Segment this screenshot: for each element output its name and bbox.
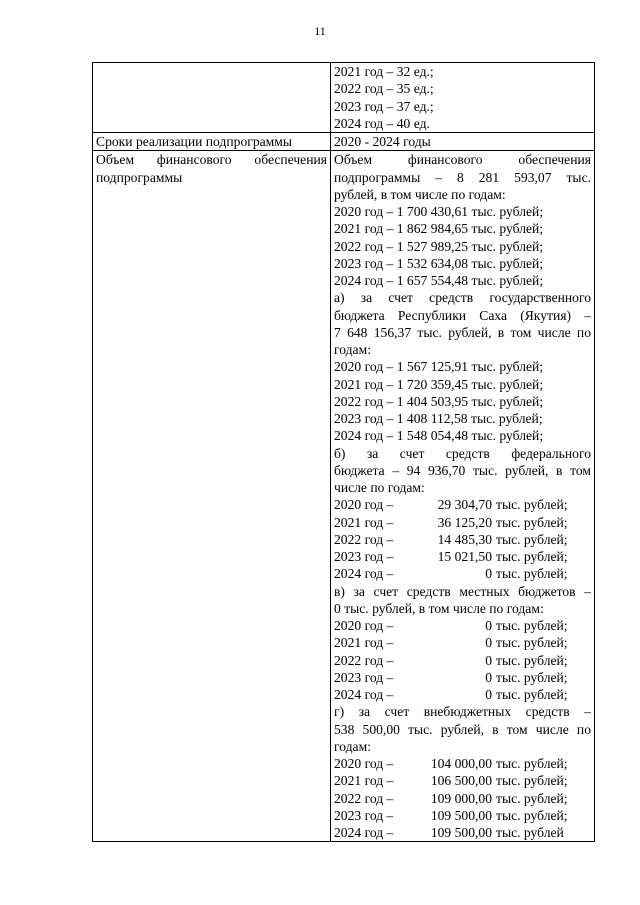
- year-label: 2021 год –: [334, 635, 394, 651]
- section-g-year-row: [334, 772, 591, 789]
- year-unit: тыс. рублей;: [496, 790, 568, 806]
- total-line: подпрограммы – 8 281 593,07 тыс.: [334, 169, 591, 185]
- total-year-line: 2024 год – 1 657 554,48 тыс. рублей;: [334, 273, 544, 288]
- year-unit: тыс. рублей;: [496, 773, 568, 789]
- section-a-line: бюджета Республики Саха (Якутия) –: [334, 307, 591, 323]
- year-amount: 14 485,30: [437, 531, 492, 547]
- section-a-year-line: 2022 год – 1 404 503,95 тыс. рублей;: [334, 393, 544, 409]
- year-label: 2024 год –: [334, 687, 394, 702]
- total-year-line: 2023 год – 1 532 634,08 тыс. рублей;: [334, 255, 544, 271]
- section-v-year-row: [334, 634, 591, 651]
- year-label: 2023 год –: [334, 669, 394, 685]
- section-a-year-line: 2024 год – 1 548 054,48 тыс. рублей;: [334, 428, 544, 444]
- year-amount: 0: [485, 669, 492, 685]
- section-g-year-row: [334, 755, 591, 772]
- section-b-year-row: [334, 531, 591, 548]
- section-a-year-line: 2023 год – 1 408 112,58 тыс. рублей;: [334, 411, 543, 426]
- year-amount: 109 000,00: [430, 790, 492, 806]
- section-v-year-row: [334, 617, 591, 634]
- year-unit: тыс. рублей;: [496, 635, 568, 651]
- row2-label: Сроки реализации подпрограммы: [93, 133, 331, 151]
- row2-value: 2020 - 2024 годы: [331, 133, 595, 151]
- total-line: Объем финансового обеспечения: [334, 152, 591, 168]
- year-label: 2021 год –: [334, 514, 394, 530]
- year-unit: тыс. рублей;: [496, 756, 568, 771]
- year-amount: 0: [485, 618, 492, 633]
- year-unit: тыс. рублей: [496, 825, 564, 840]
- row1-label-cell: [93, 63, 331, 133]
- section-b-year-row: [334, 496, 591, 513]
- section-g-year-row: [334, 790, 591, 807]
- section-g-line: г) за счет внебюджетных средств –: [334, 704, 591, 720]
- year-amount: 0: [485, 652, 492, 668]
- total-year-line: 2022 год – 1 527 989,25 тыс. рублей;: [334, 238, 544, 254]
- section-b-year-row: [334, 514, 591, 531]
- year-unit: тыс. рублей;: [496, 807, 568, 823]
- section-v-year-row: [334, 669, 591, 686]
- row3-label: [93, 151, 331, 842]
- section-a-line: а) за счет средств государственного: [334, 290, 591, 306]
- year-amount: 0: [485, 566, 492, 582]
- year-amount: 0: [485, 687, 492, 702]
- year-label: 2021 год –: [334, 773, 394, 789]
- year-label: 2024 год –: [334, 825, 394, 840]
- section-v-year-row: [334, 686, 591, 703]
- year-unit: тыс. рублей;: [496, 687, 568, 702]
- section-g-line: 538 500,00 тыс. рублей, в том числе по: [334, 721, 591, 737]
- section-a-line: 7 648 156,37 тыс. рублей, в том числе по: [334, 324, 591, 340]
- year-amount: 15 021,50: [437, 549, 492, 564]
- year-label: 2022 год –: [334, 790, 394, 806]
- year-amount: 106 500,00: [430, 773, 492, 789]
- year-label: 2020 год –: [334, 497, 394, 513]
- section-v-line: 0 тыс. рублей, в том числе по годам:: [334, 600, 544, 616]
- total-year-line: 2020 год – 1 700 430,61 тыс. рублей;: [334, 204, 544, 219]
- row1-line: 2021 год – 32 ед.;: [334, 64, 434, 79]
- year-label: 2022 год –: [334, 652, 394, 668]
- row1-line: 2022 год – 35 ед.;: [334, 81, 434, 97]
- year-unit: тыс. рублей;: [496, 531, 568, 547]
- section-g-year-row: [334, 824, 591, 841]
- year-unit: тыс. рублей;: [496, 669, 568, 685]
- year-amount: 109 500,00: [430, 807, 492, 823]
- year-amount: 104 000,00: [430, 756, 492, 771]
- year-amount: 109 500,00: [430, 825, 492, 840]
- year-unit: тыс. рублей;: [496, 652, 568, 668]
- section-b-line: б) за счет средств федерального: [334, 445, 591, 461]
- section-a-year-line: 2020 год – 1 567 125,91 тыс. рублей;: [334, 359, 544, 375]
- row1-line: 2023 год – 37 ед.;: [334, 98, 434, 114]
- year-unit: тыс. рублей;: [496, 549, 568, 564]
- table-row: [93, 133, 595, 151]
- year-label: 2022 год –: [334, 531, 394, 547]
- row3-value-cell: [331, 151, 595, 842]
- year-unit: тыс. рублей;: [496, 497, 568, 513]
- year-amount: 0: [485, 635, 492, 651]
- section-v-line: в) за счет средств местных бюджетов –: [334, 583, 591, 599]
- section-g-line: годам:: [334, 738, 371, 754]
- section-b-year-row: [334, 565, 591, 582]
- subprogram-passport-table: [92, 62, 595, 842]
- section-a-line: годам:: [334, 342, 371, 357]
- section-b-line: числе по годам:: [334, 480, 425, 495]
- total-line: рублей, в том числе по годам:: [334, 186, 506, 202]
- section-v-year-row: [334, 652, 591, 669]
- year-unit: тыс. рублей;: [496, 618, 568, 633]
- table-row: [93, 63, 595, 133]
- year-label: 2023 год –: [334, 807, 394, 823]
- year-unit: тыс. рублей;: [496, 566, 568, 582]
- year-amount: 29 304,70: [437, 497, 492, 513]
- year-amount: 36 125,20: [437, 514, 492, 530]
- row3-label-text: Объем финансового обеспечения подпрограммы: [96, 152, 327, 185]
- year-label: 2024 год –: [334, 566, 394, 582]
- section-g-year-row: [334, 807, 591, 824]
- page-number: 11: [314, 24, 326, 38]
- section-b-line: бюджета – 94 936,70 тыс. рублей, в том: [334, 462, 591, 478]
- year-label: 2020 год –: [334, 756, 394, 771]
- total-year-line: 2021 год – 1 862 984,65 тыс. рублей;: [334, 221, 544, 237]
- row1-value-cell: [331, 63, 595, 133]
- section-a-year-line: 2021 год – 1 720 359,45 тыс. рублей;: [334, 376, 544, 392]
- table-row: [93, 151, 595, 842]
- row1-line: 2024 год – 40 ед.: [334, 115, 430, 131]
- year-label: 2023 год –: [334, 549, 394, 564]
- section-b-year-row: [334, 548, 591, 565]
- year-unit: тыс. рублей;: [496, 514, 568, 530]
- year-label: 2020 год –: [334, 618, 394, 633]
